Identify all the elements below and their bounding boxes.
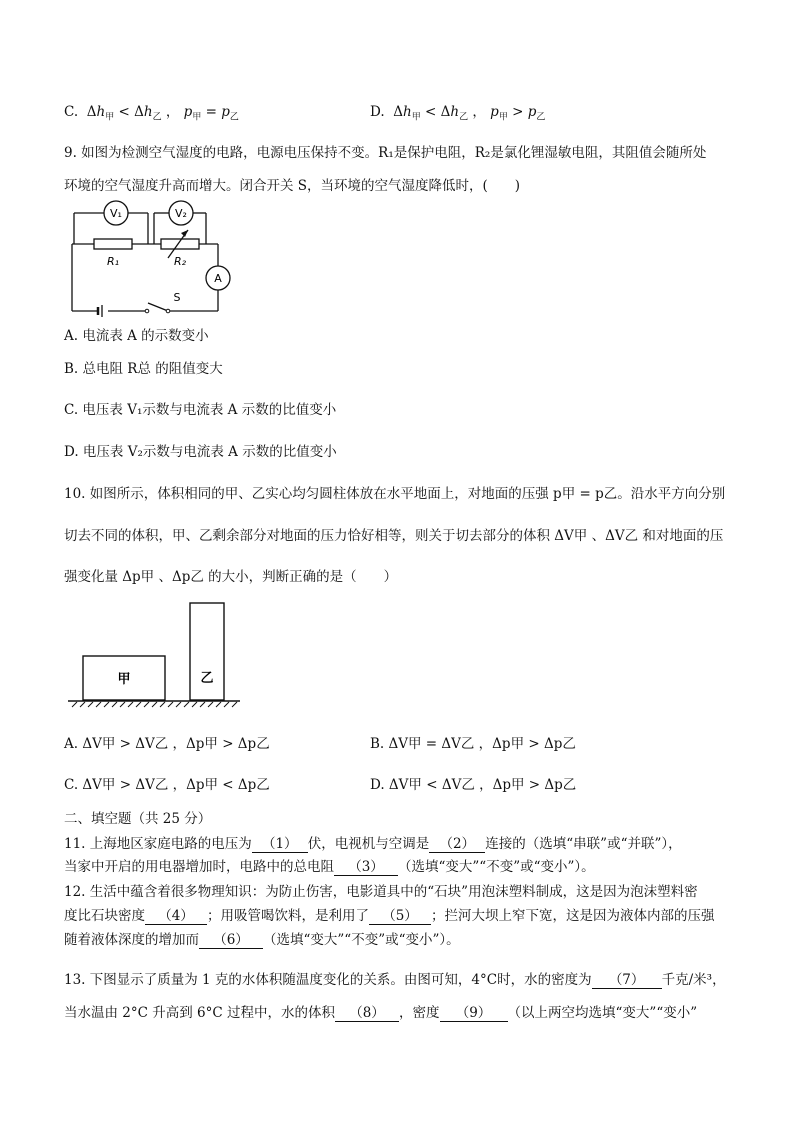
- q10-option-b: B. ΔV甲 = ΔV乙 ，Δp甲 > Δp乙: [370, 736, 576, 752]
- q11-line2: [64, 855, 595, 876]
- q13-text: 千克/米³，: [661, 972, 726, 988]
- answer-blank-7[interactable]: （7）: [592, 968, 662, 989]
- q13-line1: [64, 968, 726, 989]
- q11-text: 连接的（选填“串联”或“并联”），: [485, 836, 682, 852]
- q9-stem-line2: 环境的空气湿度升高而增大。闭合开关 S，当环境的空气湿度降低时，( ): [64, 178, 521, 194]
- q8-option-c-math: $\Delta h_甲 < \Delta h_乙$ ， $p_甲 = p_乙$: [86, 104, 239, 123]
- q12-text: ；用吸管喝饮料，是利用了: [207, 908, 369, 924]
- resistor-r1-label: R₁: [106, 255, 120, 268]
- option-label: C.: [64, 104, 79, 120]
- q12-line2: [64, 904, 715, 925]
- q10-option-a: A. ΔV甲 > ΔV乙 ，Δp甲 > Δp乙: [64, 736, 270, 752]
- q9-option-d: D. 电压表 V₂示数与电流表 A 示数的比值变小: [64, 444, 337, 460]
- switch-label: S: [173, 291, 181, 304]
- q11-text: 11. 上海地区家庭电路的电压为: [64, 836, 252, 852]
- q10-option-d: D. ΔV甲 < ΔV乙 ，Δp甲 > Δp乙: [370, 777, 577, 793]
- ammeter-label: A: [214, 272, 222, 285]
- q12-text: 随着液体深度的增加而: [64, 932, 199, 948]
- q12-line1: 12. 生活中蕴含着很多物理知识：为防止伤害，电影道具中的“石块”用泡沫塑料制成，这是因为泡沫塑料密: [64, 884, 698, 900]
- q9-option-b: B. 总电阻 R总 的阻值变大: [64, 361, 223, 377]
- q9-option-c: C. 电压表 V₁示数与电流表 A 示数的比值变小: [64, 402, 337, 418]
- answer-blank-4[interactable]: （4）: [145, 904, 207, 925]
- q9-option-a: A. 电流表 A 的示数变小: [64, 328, 209, 344]
- voltmeter-v2-label: V₂: [175, 207, 187, 220]
- q8-option-d-math: $\Delta h_甲 < \Delta h_乙$ ， $p_甲 > p_乙$: [393, 104, 546, 123]
- cylinder-yi-label: 乙: [200, 671, 214, 686]
- answer-blank-1[interactable]: （1）: [252, 832, 308, 853]
- q12-line3: [64, 928, 460, 949]
- q12-text: （选填“变大”“不变”或“变小”）。: [263, 932, 460, 948]
- resistor-r2-label: R₂: [173, 255, 187, 268]
- q13-line2: [64, 1001, 697, 1022]
- q10-stem-line3: 强变化量 Δp甲 、Δp乙 的大小，判断正确的是（ ）: [64, 569, 398, 585]
- q10-cylinders-diagram: [64, 598, 244, 713]
- q8-option-c: [64, 100, 239, 123]
- cylinder-jia-label: 甲: [117, 672, 131, 687]
- q11-line1: [64, 832, 682, 853]
- answer-blank-2[interactable]: （2）: [429, 832, 485, 853]
- voltmeter-v1-label: V₁: [110, 207, 122, 220]
- answer-blank-6[interactable]: （6）: [199, 928, 263, 949]
- answer-blank-8[interactable]: （8）: [335, 1001, 399, 1022]
- q13-text: （以上两空均选填“变大”“变小”: [507, 1005, 698, 1021]
- q10-stem-line2: 切去不同的体积，甲、乙剩余部分对地面的压力恰好相等，则关于切去部分的体积 ΔV甲 、ΔV乙 和对地面的压: [64, 528, 724, 544]
- q10-option-c: C. ΔV甲 > ΔV乙 ，Δp甲 < Δp乙: [64, 777, 270, 793]
- q12-text: ；拦河大坝上窄下宽，这是因为液体内部的压强: [431, 908, 715, 924]
- q11-text: （选填“变大”“不变”或“变小”）。: [398, 859, 595, 875]
- section-heading-fill-in: 二、填空题（共 25 分）: [64, 811, 212, 827]
- q12-text: 度比石块密度: [64, 908, 145, 924]
- q13-text: 当水温由 2°C 升高到 6°C 过程中，水的体积: [64, 1005, 336, 1021]
- q13-text: 13. 下图显示了质量为 1 克的水体积随温度变化的关系。由图可知，4°C时，水的密度为: [64, 972, 592, 988]
- q9-stem-line1: 9. 如图为检测空气湿度的电路，电源电压保持不变。R₁是保护电阻，R₂是氯化锂湿敏电阻，其阻值会随所处: [64, 145, 707, 161]
- q10-stem-line1: 10. 如图所示，体积相同的甲、乙实心均匀圆柱体放在水平地面上，对地面的压强 p甲 = p乙。沿水平方向分别: [64, 486, 726, 502]
- answer-blank-9[interactable]: （9）: [440, 1001, 508, 1022]
- q11-text: 当家中开启的用电器增加时，电路中的总电阻: [64, 859, 334, 875]
- answer-blank-5[interactable]: （5）: [369, 904, 431, 925]
- q11-text: 伏，电视机与空调是: [307, 836, 430, 852]
- q13-text: ，密度: [399, 1005, 440, 1021]
- option-label: D.: [370, 104, 385, 120]
- answer-blank-3[interactable]: （3）: [334, 855, 398, 876]
- q8-option-d: [370, 100, 545, 123]
- q9-circuit-diagram: [64, 196, 244, 321]
